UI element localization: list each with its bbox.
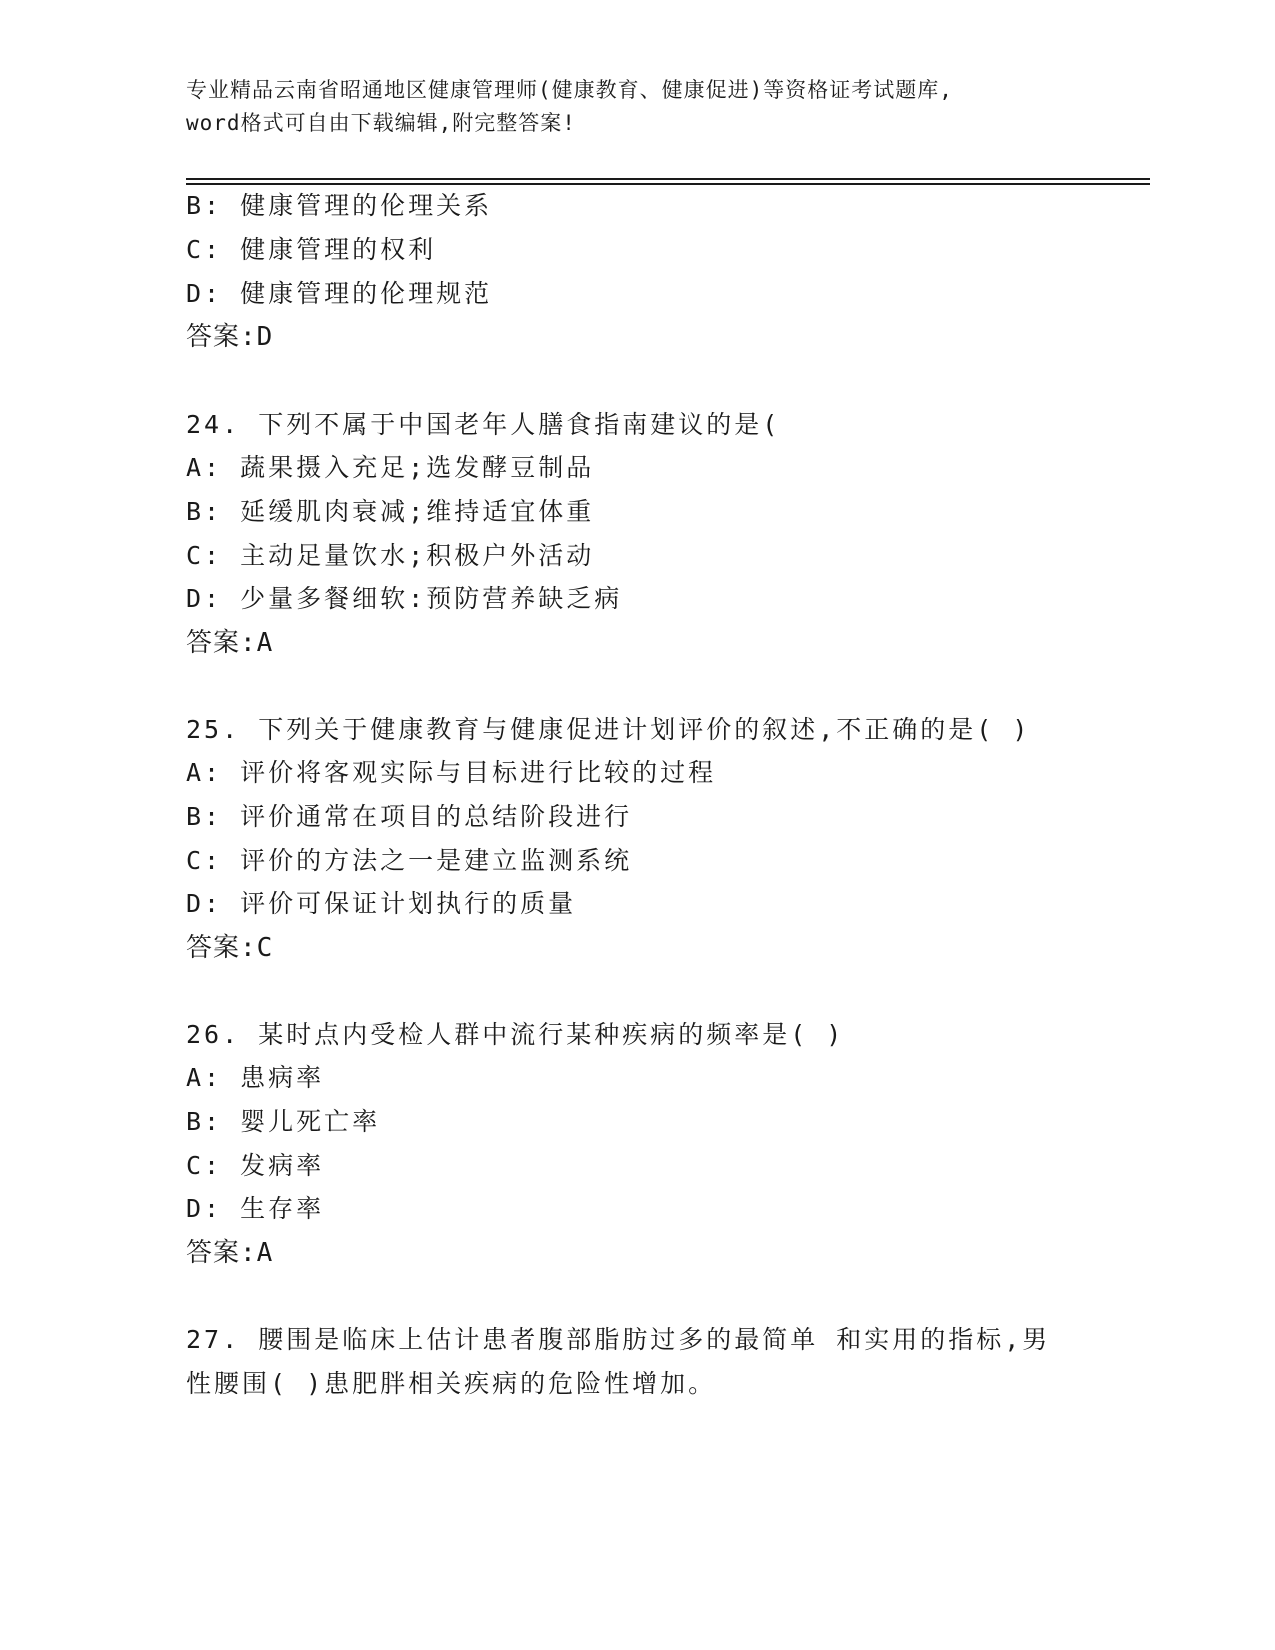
q27-stem-line-1: 27. 腰围是临床上估计患者腹部脂肪过多的最简单 和实用的指标,男 [186,1325,1051,1354]
q26-option-d: D: 生存率 [186,1194,325,1223]
q24-option-c: C: 主动足量饮水;积极户外活动 [186,541,595,570]
header-line-1: 专业精品云南省昭通地区健康管理师(健康教育、健康促进)等资格证考试题库, [186,78,953,102]
q25-option-c: C: 评价的方法之一是建立监测系统 [186,846,633,875]
q23-option-c: C: 健康管理的权利 [186,235,437,264]
q26-option-a: A: 患病率 [186,1063,325,1092]
q27-stem-line-2: 性腰围( )患肥胖相关疾病的危险性增加。 [186,1369,717,1398]
q23-option-b: B: 健康管理的伦理关系 [186,191,493,220]
q25-option-b: B: 评价通常在项目的总结阶段进行 [186,802,633,831]
q24-option-d: D: 少量多餐细软:预防营养缺乏病 [186,584,623,613]
q25-stem: 25. 下列关于健康教育与健康促进计划评价的叙述,不正确的是( ) [186,715,1031,744]
q25-option-a: A: 评价将客观实际与目标进行比较的过程 [186,758,717,787]
q25-option-d: D: 评价可保证计划执行的质量 [186,889,577,918]
document-header [186,74,1086,140]
header-divider-bottom [186,183,1150,185]
q23-option-d: D: 健康管理的伦理规范 [186,279,493,308]
q24-stem: 24. 下列不属于中国老年人膳食指南建议的是( [186,410,781,439]
q26-option-c: C: 发病率 [186,1151,325,1180]
q23-answer: 答案:D [186,322,274,352]
q24-option-b: B: 延缓肌肉衰减;维持适宜体重 [186,497,595,526]
q24-option-a: A: 蔬果摄入充足;选发酵豆制品 [186,453,595,482]
q26-stem: 26. 某时点内受检人群中流行某种疾病的频率是( ) [186,1020,845,1049]
q25-answer: 答案:C [186,933,274,963]
q24-answer: 答案:A [186,628,274,658]
q26-answer: 答案:A [186,1238,274,1268]
q26-option-b: B: 婴儿死亡率 [186,1107,381,1136]
header-line-2: word格式可自由下载编辑,附完整答案! [186,111,576,135]
header-divider-top [186,178,1150,180]
